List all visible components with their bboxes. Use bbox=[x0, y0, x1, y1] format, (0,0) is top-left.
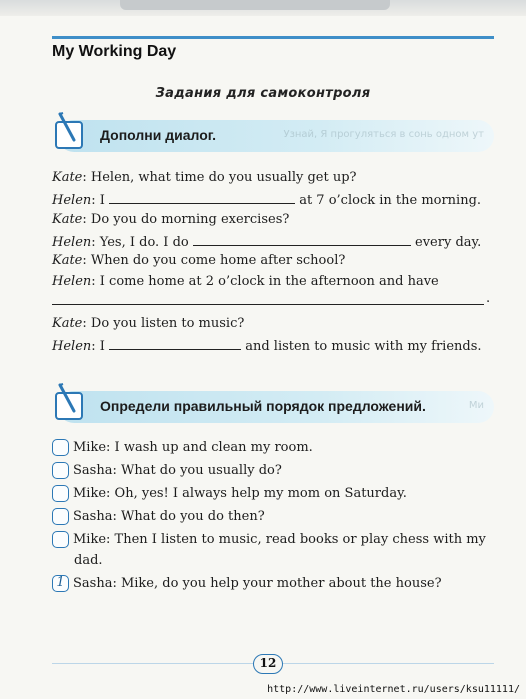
line-text: : Helen, what time do you usually get up? bbox=[82, 170, 357, 185]
task-label: Определи правильный порядок предложений. bbox=[100, 398, 426, 414]
page-number: 12 bbox=[253, 654, 283, 674]
page-top-edge bbox=[0, 0, 526, 16]
item-text: Mike: Oh, yes! I always help my mom on Saturday. bbox=[73, 486, 407, 501]
list-item bbox=[52, 508, 265, 526]
dialog-line bbox=[52, 190, 481, 210]
order-number-box[interactable]: 1 bbox=[52, 575, 69, 592]
end-dot: . bbox=[486, 291, 491, 306]
page-title: My Working Day bbox=[52, 43, 177, 60]
item-text: Mike: Then I listen to music, read books or play chess with my bbox=[73, 532, 486, 547]
dialog-line bbox=[52, 169, 357, 187]
dialog-line bbox=[52, 211, 289, 229]
order-number-box[interactable] bbox=[52, 531, 69, 548]
order-number-box[interactable] bbox=[52, 462, 69, 479]
speaker: Kate bbox=[52, 316, 83, 331]
section-subheading: Задания для самоконтроля bbox=[155, 86, 371, 101]
dialog-line bbox=[52, 232, 481, 252]
order-number-box[interactable] bbox=[52, 439, 69, 456]
item-text: Mike: I wash up and clean my room. bbox=[73, 440, 313, 455]
speaker: Helen bbox=[52, 339, 92, 354]
answer-blank[interactable] bbox=[109, 336, 241, 350]
item-text-continuation: dad. bbox=[74, 553, 103, 568]
line-text: : I come home at 2 o’clock in the afternoon and have bbox=[91, 274, 439, 289]
list-item bbox=[52, 485, 407, 503]
task-label: Дополни диалог. bbox=[100, 127, 217, 143]
answer-blank[interactable] bbox=[109, 190, 295, 204]
line-text: at 7 o’clock in the morning. bbox=[299, 193, 482, 208]
dialog-line bbox=[52, 252, 345, 270]
list-item bbox=[52, 575, 442, 593]
speaker: Kate bbox=[52, 253, 83, 268]
task-banner-order bbox=[58, 391, 494, 423]
pencil-notebook-icon bbox=[52, 379, 86, 423]
line-text: : Do you do morning exercises? bbox=[82, 212, 290, 227]
answer-blank[interactable] bbox=[193, 232, 411, 246]
line-text: every day. bbox=[415, 235, 482, 250]
banner-ghost-text: Узнай, Я прогуляться в сонь одном ут bbox=[283, 129, 484, 140]
order-number-box[interactable] bbox=[52, 508, 69, 525]
item-text: Sasha: What do you usually do? bbox=[73, 463, 282, 478]
line-text: : Do you listen to music? bbox=[82, 316, 245, 331]
line-text: : When do you come home after school? bbox=[82, 253, 346, 268]
line-text: : Yes, I do. I do bbox=[91, 235, 189, 250]
speaker: Helen bbox=[52, 193, 92, 208]
item-text: Sasha: Mike, do you help your mother about the house? bbox=[73, 576, 442, 591]
dialog-line bbox=[52, 315, 244, 333]
line-text: : I bbox=[91, 339, 105, 354]
speaker: Helen bbox=[52, 274, 92, 289]
item-text: Sasha: What do you do then? bbox=[73, 509, 265, 524]
pencil-notebook-icon bbox=[52, 108, 86, 152]
binder-tab bbox=[120, 0, 390, 10]
list-item bbox=[52, 531, 486, 549]
line-text: : I bbox=[91, 193, 105, 208]
speaker: Helen bbox=[52, 235, 92, 250]
line-text: and listen to music with my friends. bbox=[245, 339, 482, 354]
banner-ghost-text: Ми bbox=[468, 400, 484, 411]
dialog-line bbox=[52, 336, 482, 356]
list-item bbox=[52, 439, 313, 457]
list-item bbox=[52, 462, 282, 480]
header-rule bbox=[52, 36, 494, 39]
dialog-line bbox=[52, 273, 439, 291]
speaker: Kate bbox=[52, 170, 83, 185]
task-banner-dialog bbox=[58, 120, 494, 152]
order-number-box[interactable] bbox=[52, 485, 69, 502]
speaker: Kate bbox=[52, 212, 83, 227]
watermark-url: http://www.liveinternet.ru/users/ksu11111/ bbox=[267, 684, 520, 695]
answer-blank-full[interactable] bbox=[52, 304, 484, 305]
